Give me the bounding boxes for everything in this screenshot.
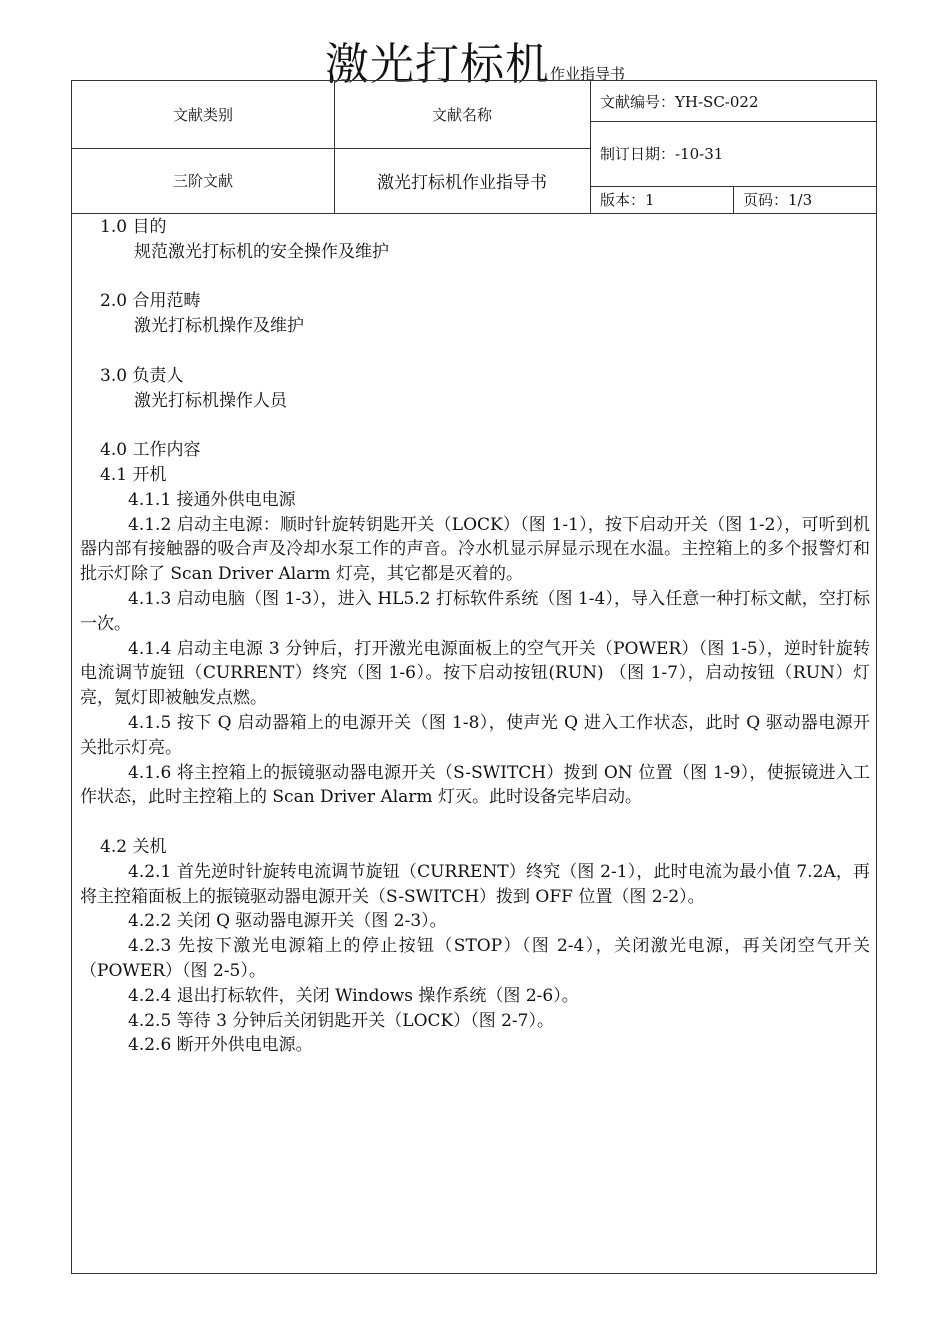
document-body [80,215,870,1058]
section-1-text: 规范激光打标机的安全操作及维护 [134,241,389,262]
paragraph-4-2-6: 4.2.6 断开外供电电源。 [128,1035,313,1056]
doc-name-label: 文献名称 [431,106,492,124]
doc-name-value: 激光打标机作业指导书 [377,173,547,193]
paragraph-4-2-1: 4.2.1 首先逆时针旋转电流调节旋钮（CURRENT）终究（图 2-1），此时电流为最小值 7.2A，再将主控箱面板上的振镜驱动器电源开关（S-SWITCH）拨到 OFF 位置（图 2-2）。 [80,861,870,907]
section-1-heading: 1.0 目的 [100,217,167,237]
revision-date: 制订日期：-10-31 [600,145,724,163]
doc-category-label: 文献类别 [172,106,233,124]
paragraph-4-1-2: 4.1.2 启动主电源：顺时针旋转钥匙开关（LOCK）（图 1-1），按下启动开关（图 1-2），可听到机器内部有接触器的吸合声及冷却水泵工作的声音。冷水机显示屏显示现在水温。主控箱上的多个报警灯和批示灯除了 Scan Driver Alarm 灯亮，其它都是灭着的。 [80,514,870,585]
section-2-text: 激光打标机操作及维护 [134,316,304,337]
paragraph-4-2-3: 4.2.3 先按下激光电源箱上的停止按钮（STOP）（图 2-4），关闭激光电源，再关闭空气开关（POWER）（图 2-5）。 [80,936,870,981]
doc-number: 文献编号：YH-SC-022 [600,92,759,111]
paragraph-4-1-1: 4.1.1 接通外供电电源 [128,489,296,510]
section-4-1-heading: 4.1 开机 [100,464,167,485]
paragraph-4-1-6: 4.1.6 将主控箱上的振镜驱动器电源开关（S-SWITCH）拨到 ON 位置（图 1-9），使振镜进入工作状态，此时主控箱上的 Scan Driver Alarm 灯灭。此时设备完毕启动。 [80,762,870,808]
section-3-heading: 3.0 负责人 [100,365,184,386]
version: 版本：1 [600,191,655,209]
paragraph-4-1-3: 4.1.3 启动电脑（图 1-3），进入 HL5.2 打标软件系统（图 1-4），导入任意一种打标文献，空打标一次。 [80,588,870,634]
paragraph-4-1-4: 4.1.4 启动主电源 3 分钟后，打开激光电源面板上的空气开关（POWER）（图 1-5），逆时针旋转电流调节旋钮（CURRENT）终究（图 1-6）。按下启动按钮(RUN) （图 1-7），启动按钮（RUN）灯亮，氪灯即被触发点燃。 [80,638,870,709]
doc-category-value: 三阶文献 [172,172,233,190]
paragraph-4-2-2: 4.2.2 关闭 Q 驱动器电源开关（图 2-3）。 [128,911,447,932]
paragraph-4-2-5: 4.2.5 等待 3 分钟后关闭钥匙开关（LOCK）（图 2-7）。 [128,1010,554,1031]
paragraph-4-2-4: 4.2.4 退出打标软件，关闭 Windows 操作系统（图 2-6）。 [128,985,579,1006]
section-2-heading: 2.0 合用范畴 [100,291,201,312]
title-sub: 作业指导书 [549,65,625,83]
section-4-2-heading: 4.2 关机 [100,836,167,857]
section-3-text: 激光打标机操作人员 [134,390,287,411]
title-main: 激光打标机 [324,39,550,90]
page-number: 页码：1/3 [743,191,813,209]
paragraph-4-1-5: 4.1.5 按下 Q 启动器箱上的电源开关（图 1-8），使声光 Q 进入工作状态，此时 Q 驱动器电源开关批示灯亮。 [80,712,870,758]
section-4-heading: 4.0 工作内容 [100,440,201,461]
